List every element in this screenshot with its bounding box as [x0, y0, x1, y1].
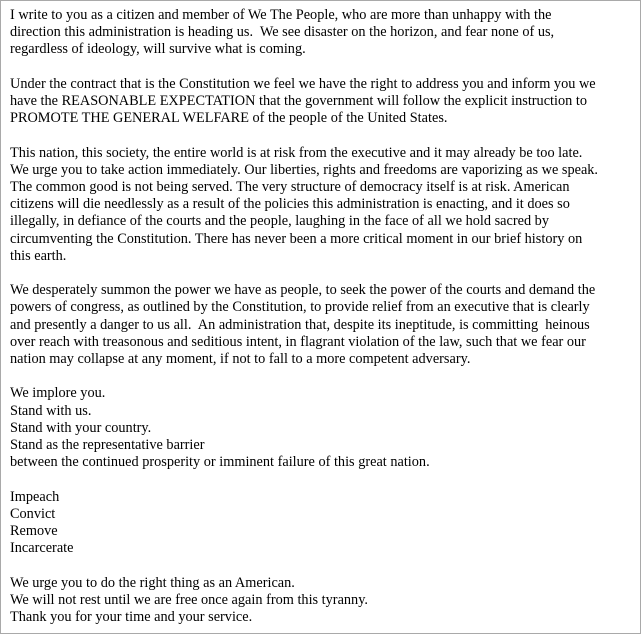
paragraph-constitution: [10, 76, 636, 128]
text-line: have the REASONABLE EXPECTATION that the government will follow the explicit instruction to: [10, 93, 587, 109]
letter-body: [10, 7, 636, 643]
text-line: this earth.: [10, 247, 67, 264]
text-line: Impeach: [10, 488, 60, 505]
text-line: circumventing the Constitution. There has never been a more critical moment in our brief history on: [10, 230, 583, 247]
text-line: citizens will die needlessly as a result of the policies this administration is enacting, and it does so: [10, 196, 570, 213]
text-line: We urge you to take action immediately. Our liberties, rights and freedoms are vaporizing as we speak.: [10, 161, 599, 178]
text-line: We desperately summon the power we have as people, to seek the power of the courts and demand the: [10, 282, 596, 299]
paragraph-intro: [10, 7, 636, 59]
text-line: We urge you to do the right thing as an American.: [10, 574, 295, 591]
paragraph-closing: [10, 575, 636, 627]
text-line: Convict: [10, 505, 56, 522]
paragraph-risk: [10, 145, 636, 265]
text-line: direction this administration is heading us. We see disaster on the horizon, and fear none of us,: [10, 24, 555, 41]
paragraph-summon: [10, 282, 636, 368]
text-line: nation may collapse at any moment, if not to fall to a more competent adversary.: [10, 351, 471, 368]
text-line: regardless of ideology, will survive what is coming.: [10, 41, 306, 58]
text-line: Incarcerate: [10, 540, 74, 557]
text-line: We implore you.: [10, 385, 106, 402]
text-line: Under the contract that is the Constitution we feel we have the right to address you and inform you we: [10, 75, 596, 92]
text-line: Stand with your country.: [10, 419, 152, 436]
paragraph-implore: [10, 385, 636, 471]
text-line: The common good is not being served. The very structure of democracy itself is at risk. American: [10, 179, 570, 195]
text-line: This nation, this society, the entire world is at risk from the executive and it may already be too late.: [10, 144, 583, 161]
text-line: Thank you for your time and your service.: [10, 609, 253, 626]
text-line: Stand with us.: [10, 402, 92, 419]
text-line: and presently a danger to us all. An administration that, despite its ineptitude, is committing heinous: [10, 316, 590, 333]
text-line: over reach with treasonous and seditious intent, in flagrant violation of the law, such that we fear our: [10, 333, 586, 350]
text-line: We will not rest until we are free once again from this tyranny.: [10, 591, 369, 608]
text-line: between the continued prosperity or imminent failure of this great nation.: [10, 454, 430, 471]
text-line: I write to you as a citizen and member of We The People, who are more than unhappy with the: [10, 7, 552, 23]
text-line: Stand as the representative barrier: [10, 437, 205, 454]
text-line: PROMOTE THE GENERAL WELFARE of the people of the United States.: [10, 110, 448, 127]
text-line: illegally, in defiance of the courts and the people, laughing in the face of all we hold sacred by: [10, 213, 549, 230]
paragraph-demands: [10, 489, 636, 558]
text-line: powers of congress, as outlined by the Constitution, to provide relief from an executive that is clearly: [10, 299, 590, 316]
text-line: Remove: [10, 523, 58, 540]
